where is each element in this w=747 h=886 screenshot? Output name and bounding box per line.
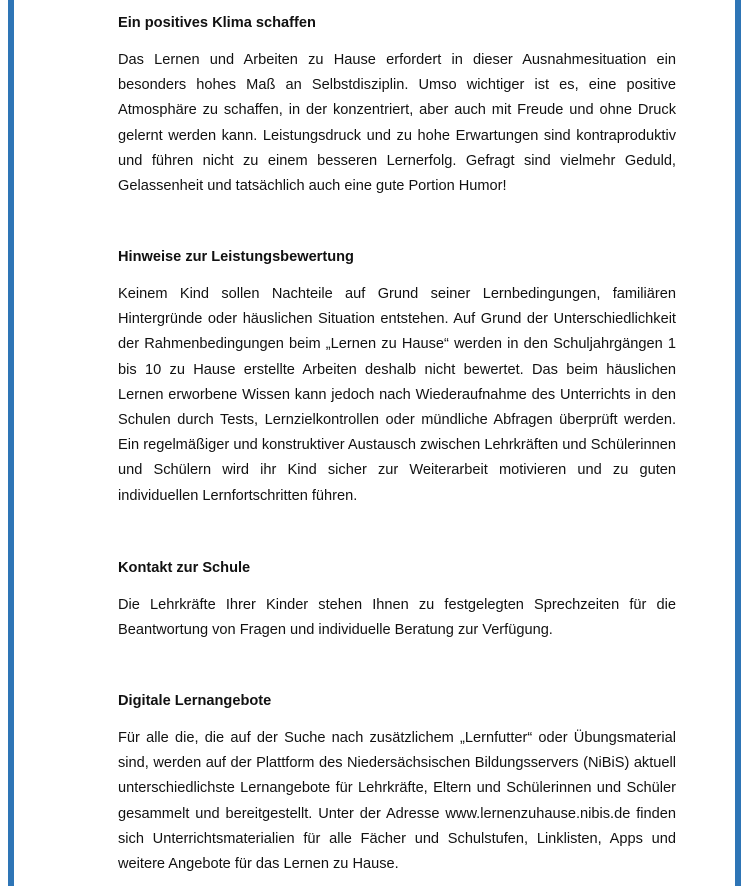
page-border-right <box>735 0 741 886</box>
section-body: Keinem Kind sollen Nachteile auf Grund seiner Lernbedingungen, familiären Hintergründe oder häuslichen Situation entstehen. Auf Grund der Unterschiedlichkeit der Rahmenbedingungen beim „Lernen zu Hause“ werden in den Schuljahrgängen 1 bis 10 zu Hause erstellte Arbeiten deshalb nicht bewertet. Das beim häuslichen Lernen erworbene Wissen kann jedoch nach Wiederaufnahme des Unterrichts in den Schulen durch Tests, Lernzielkontrollen oder mündliche Abfragen überprüft werden. Ein regelmäßiger und konstruktiver Austausch zwischen Lehrkräften und Schülerinnen und Schülern wird ihr Kind sicher zur Weiterarbeit motivieren und zu guten individuellen Lernfortschritten führen. <box>118 286 676 504</box>
section-heading: Ein positives Klima schaffen <box>118 15 316 31</box>
section-heading: Digitale Lernangebote <box>118 693 272 709</box>
section-heading: Hinweise zur Leistungsbewertung <box>118 249 354 265</box>
section-body: Das Lernen und Arbeiten zu Hause erfordert in dieser Ausnahmesituation ein besonders hohes Maß an Selbstdisziplin. Umso wichtiger ist es, eine positive Atmosphäre zu schaffen, in der konzentriert, aber auch mit Freude und ohne Druck gelernt werden kann. Leistungsdruck und zu hohe Erwartungen sind kontraproduktiv und führen nicht zu einem besseren Lernerfolg. Gefragt sind vielmehr Geduld, Gelassenheit und tatsächlich auch eine gute Portion Humor! <box>118 52 676 195</box>
section-positive-climate <box>118 13 676 199</box>
section-body: Die Lehrkräfte Ihrer Kinder stehen Ihnen zu festgelegten Sprechzeiten für die Beantwortung von Fragen und individuelle Beratung zur Verfügung. <box>118 597 676 639</box>
section-heading: Kontakt zur Schule <box>118 560 251 576</box>
section-digital-learning <box>118 691 676 877</box>
page-border-left <box>8 0 14 886</box>
section-school-contact <box>118 558 676 643</box>
section-performance-assessment <box>118 247 676 509</box>
section-body: Für alle die, die auf der Suche nach zusätzlichem „Lernfutter“ oder Übungsmaterial sind, werden auf der Plattform des Niedersächsischen Bildungsservers (NiBiS) aktuell unterschiedlichste Lernangebote für Lehrkräfte, Eltern und Schülerinnen und Schüler gesammelt und bereitgestellt. Unter der Adresse www.lernenzuhause.nibis.de finden sich Unterrichtsmaterialien für alle Fächer und Schulstufen, Linklisten, Apps und weitere Angebote für das Lernen zu Hause. <box>118 730 676 873</box>
